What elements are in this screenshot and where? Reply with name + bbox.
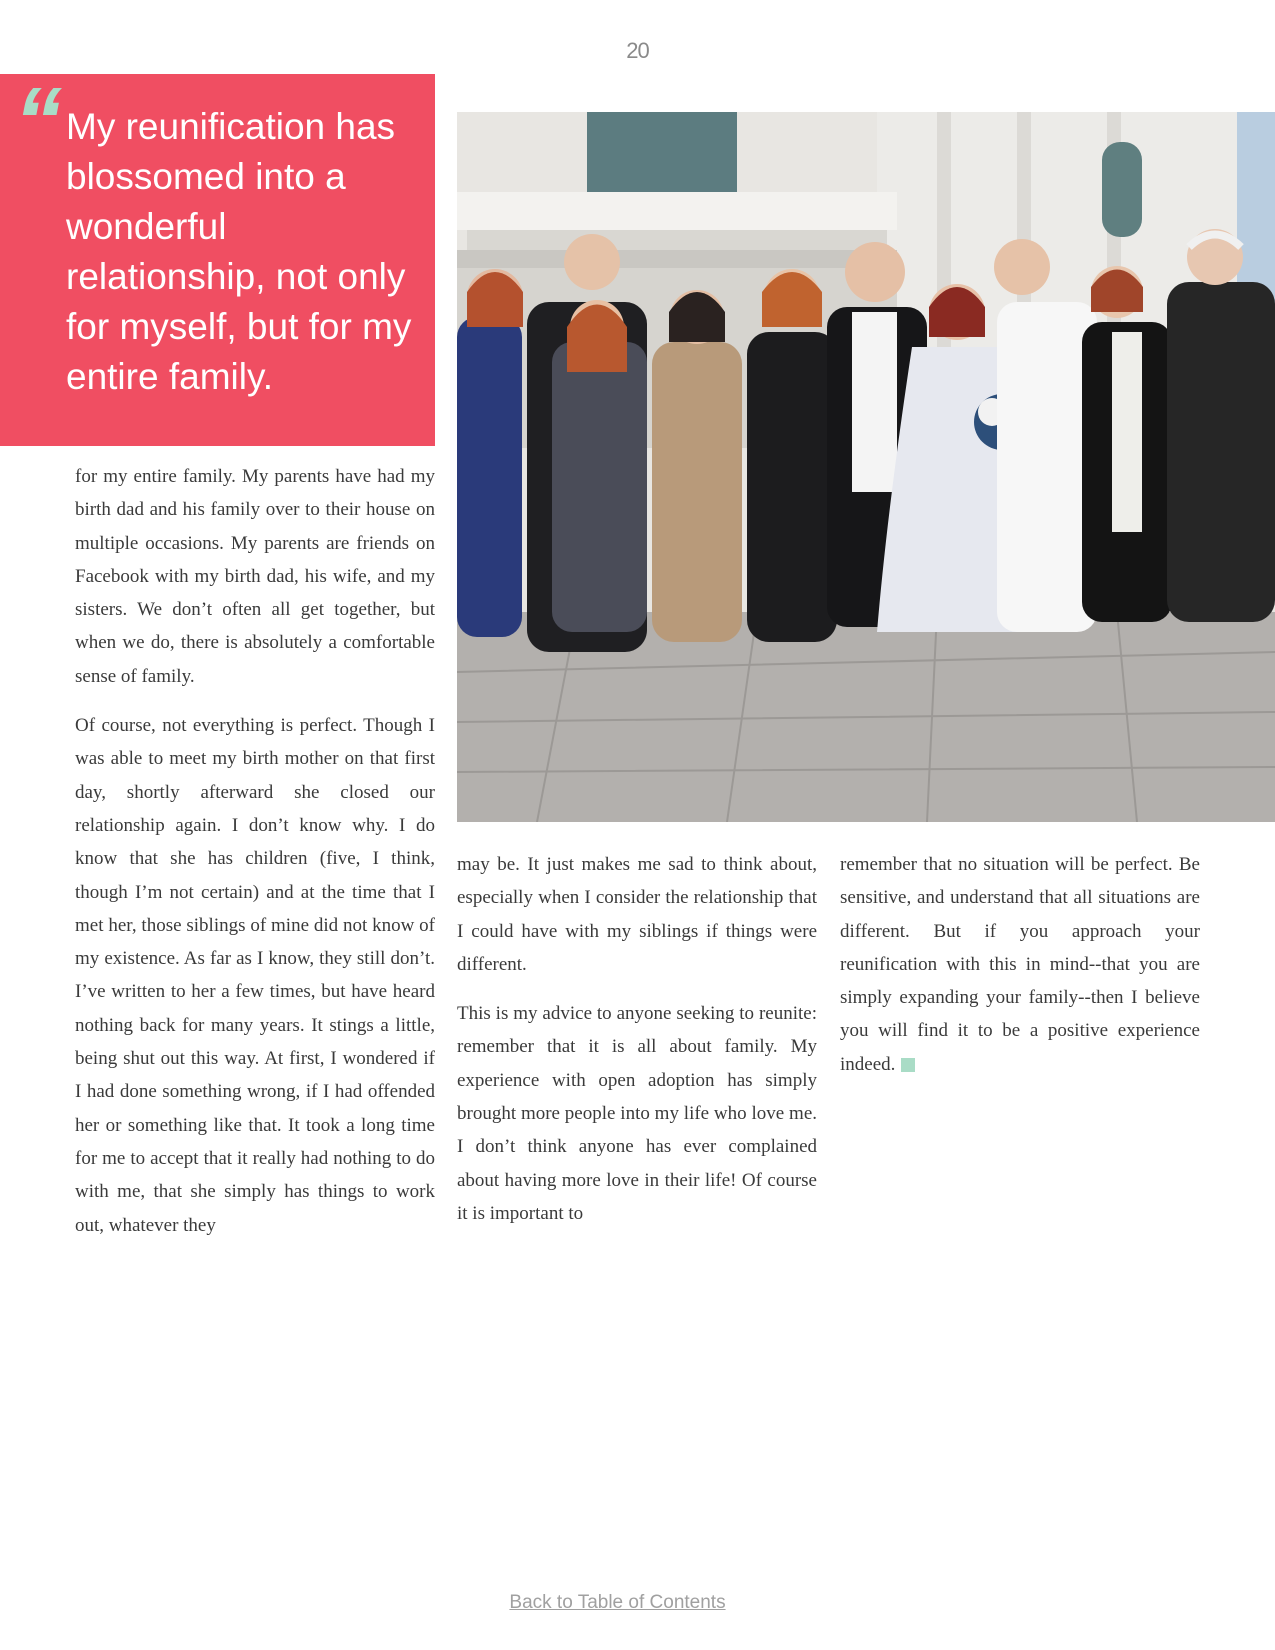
family-wedding-photo [457,112,1275,822]
body-paragraph-text: remember that no situation will be perfect. Be sensitive, and understand that all situations are different. But if you approach your reunification with this in mind--that you are simply expanding your family--then I believe you will find it to be a positive experience indeed. [840,854,1200,1075]
body-paragraph [840,848,1200,1081]
back-to-toc-link[interactable]: Back to Table of Contents [509,1592,726,1613]
text-column-3 [840,848,1200,1097]
end-mark-icon [901,1058,915,1072]
body-paragraph: may be. It just makes me sad to think about, especially when I consider the relationship that I could have with my siblings if things were different. [457,854,817,975]
page-number: 20 [626,38,649,63]
body-paragraph: This is my advice to anyone seeking to reunite: remember that it is all about family. My experience with open adoption has simply brought more people into my life who love me. I don’t think anyone has ever complained about having more love in their life! Of course it is important to [457,1003,817,1224]
pullquote-text: My reunification has blossomed into a wonderful relationship, not only for myself, but for my entire family. [66,106,412,397]
quote-mark-icon: “ [14,68,62,175]
body-paragraph: Of course, not everything is perfect. Though I was able to meet my birth mother on that first day, shortly afterward she closed our relationship again. I don’t know why. I do know that she has children (five, I think, though I’m not certain) and at the time that I met her, those siblings of mine did not know of my existence. As far as I know, they still don’t. I’ve written to her a few times, but have heard nothing back for many years. It stings a little, being shut out this way. At first, I wondered if I had done something wrong, if I had offended her or something like that. It took a long time for me to accept that it really had nothing to do with me, that she simply has things to work out, whatever they [75,715,435,1236]
text-column-2 [457,848,817,1246]
text-column-1 [75,460,435,1258]
body-paragraph: for my entire family. My parents have had my birth dad and his family over to their house on multiple occasions. My parents are friends on Facebook with my birth dad, his wife, and my sisters. We don’t often all get together, but when we do, there is absolutely a comfortable sense of family. [75,466,435,687]
